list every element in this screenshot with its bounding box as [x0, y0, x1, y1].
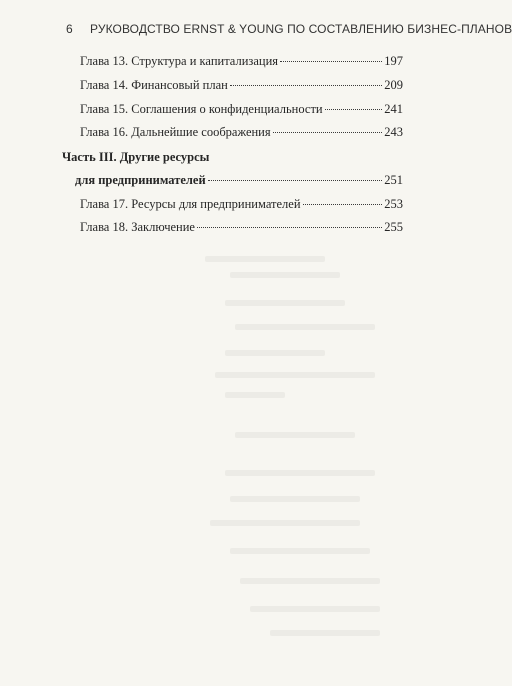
part-title-continuation: для предпринимателей	[75, 173, 206, 187]
toc-entry-page: 251	[384, 173, 403, 187]
dot-leader	[303, 203, 383, 205]
dot-leader	[230, 84, 382, 86]
dot-leader	[208, 179, 383, 181]
toc-entry-chapter-13	[80, 53, 403, 69]
part-title: Часть III. Другие ресурсы	[62, 150, 210, 164]
toc-entry-chapter-18	[80, 219, 403, 235]
toc-entry-label: Глава 17. Ресурсы для предпринимателей	[80, 197, 301, 211]
running-title: РУКОВОДСТВО ERNST & YOUNG ПО СОСТАВЛЕНИЮ БИЗНЕС-ПЛАНОВ	[90, 22, 512, 36]
toc-entry-page: 209	[384, 78, 403, 92]
toc-entry-chapter-14	[80, 77, 403, 93]
toc-entry-chapter-17	[80, 196, 403, 212]
dot-leader	[325, 108, 383, 110]
toc-entry-chapter-16	[80, 124, 403, 140]
toc-entry-page: 255	[384, 220, 403, 234]
toc-entry-page: 197	[384, 54, 403, 68]
toc-entry-page: 243	[384, 125, 403, 139]
toc-entry-chapter-15	[80, 101, 403, 117]
toc-entry-label: Глава 14. Финансовый план	[80, 78, 228, 92]
dot-leader	[273, 131, 383, 133]
toc-entry-label: Глава 15. Соглашения о конфиденциальности	[80, 102, 323, 116]
toc-entry-part-3	[75, 172, 403, 188]
dot-leader	[280, 60, 382, 62]
toc-entry-label: Глава 18. Заключение	[80, 220, 195, 234]
toc-entry-label: Глава 13. Структура и капитализация	[80, 54, 279, 68]
dot-leader	[197, 226, 382, 228]
page-header	[66, 22, 512, 42]
page-number: 6	[66, 22, 73, 36]
toc-entry-label: Глава 16. Дальнейшие соображения	[80, 125, 271, 139]
toc-entry-page: 241	[384, 102, 403, 116]
toc-entry-page: 253	[384, 197, 403, 211]
